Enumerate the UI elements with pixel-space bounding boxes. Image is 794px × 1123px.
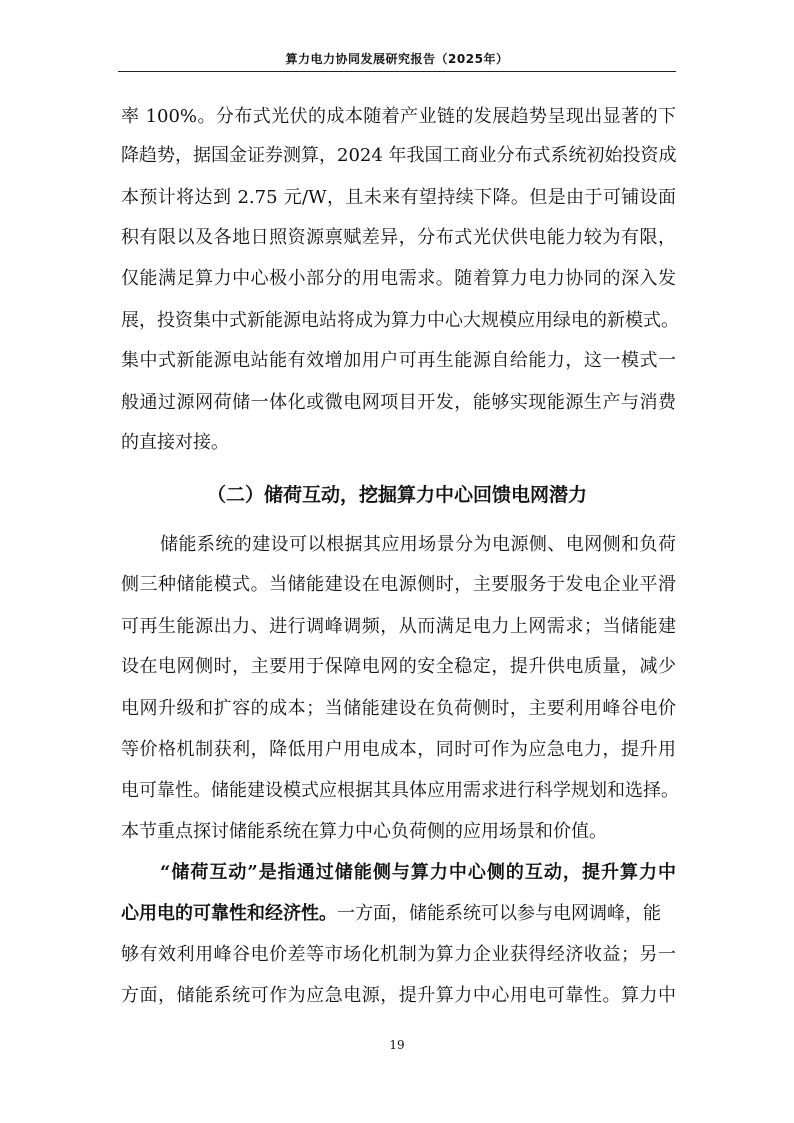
text-line-bold: “储荷互动”是指通过储能侧与算力中心侧的互动，提升算力中 [160,862,676,883]
text-line: 的直接对接。 [121,432,229,453]
text-line: 方面，储能系统可作为应急电源，提升算力中心用电可靠性。算力中 [121,985,676,1006]
text-line: 等价格机制获利，降低用户用电成本，同时可作为应急电力，提升用 [121,739,676,760]
bold-text: 心用电的可靠性和经济性。 [121,903,337,924]
header-divider [118,71,676,72]
text-span: 一方面，储能系统可以参与电网调峰，能 [337,903,661,924]
text-line: 设在电网侧时，主要用于保障电网的安全稳定，提升供电质量，减少 [121,656,676,677]
text-line: 本预计将达到 2.75 元/W，且未来有望持续下降。但是由于可铺设面 [121,187,676,208]
text-line [121,901,676,927]
text-line: 电网升级和扩容的成本；当储能建设在负荷侧时，主要利用峰谷电价 [121,698,676,719]
text-line: 储能系统的建设可以根据其应用场景分为电源侧、电网侧和负荷 [160,534,676,555]
text-line: 侧三种储能模式。当储能建设在电源侧时，主要服务于发电企业平滑 [121,574,676,595]
text-line: 可再生能源出力、进行调峰调频，从而满足电力上网需求；当储能建 [121,616,676,637]
text-line: 电可靠性。储能建设模式应根据其具体应用需求进行科学规划和选择。 [121,780,679,801]
running-header: 算力电力协同发展研究报告（2025年） [285,52,509,66]
text-line: 仅能满足算力中心极小部分的用电需求。随着算力电力协同的深入发 [121,268,676,289]
section-heading: （二）储荷互动，挖掘算力中心回馈电网潜力 [206,484,587,506]
text-line: 率 100%。分布式光伏的成本随着产业链的发展趋势呈现出显著的下 [121,106,676,127]
text-line: 集中式新能源电站能有效增加用户可再生能源自给能力，这一模式一 [121,350,676,371]
page-number: 19 [389,1038,405,1052]
text-line: 积有限以及各地日照资源禀赋差异，分布式光伏供电能力较为有限， [121,227,676,248]
text-line: 展，投资集中式新能源电站将成为算力中心大规模应用绿电的新模式。 [121,310,679,331]
text-line: 降趋势，据国金证券测算，2024 年我国工商业分布式系统初始投资成 [121,145,677,166]
text-line: 般通过源网荷储一体化或微电网项目开发，能够实现能源生产与消费 [121,392,676,413]
text-line: 够有效利用峰谷电价差等市场化机制为算力企业获得经济收益；另一 [121,944,676,965]
text-line: 本节重点探讨储能系统在算力中心负荷侧的应用场景和价值。 [121,821,607,842]
